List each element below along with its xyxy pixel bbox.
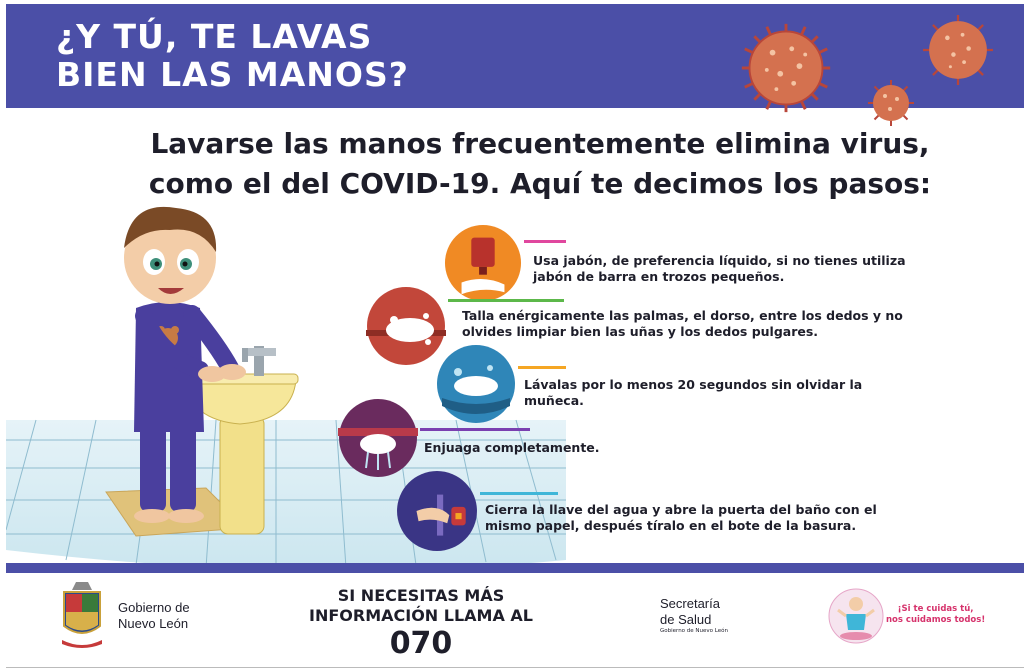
- step-2-line1: Talla enérgicamente las palmas, el dorso, entre los dedos y no: [462, 308, 903, 323]
- step-1-text: [533, 253, 906, 285]
- kid-washing-hands-illustration: [100, 196, 310, 536]
- headline: [140, 124, 940, 204]
- step-5-accent-line: [480, 492, 558, 495]
- headline-line2: como el del COVID-19. Aquí te decimos los pasos:: [148, 167, 932, 200]
- step-2-line2: olvides limpiar bien las uñas y los dedos pulgares.: [462, 324, 819, 339]
- footer-divider: [6, 563, 1024, 573]
- slogan-line1: ¡Si te cuidas tú,: [897, 604, 974, 614]
- header-title-line1: ¿Y TÚ, TE LAVAS: [56, 17, 373, 56]
- headline-line1: Lavarse las manos frecuentemente elimina virus,: [150, 127, 930, 160]
- virus-large-icon: [738, 20, 834, 116]
- secretaria-salud-subtitle: Gobierno de Nuevo León: [660, 628, 728, 634]
- ss-line1: Secretaría: [660, 596, 720, 611]
- header-title-line2: BIEN LAS MANOS?: [56, 55, 409, 94]
- step-3-line2: muñeca.: [524, 393, 584, 408]
- gobierno-nuevo-leon-label: [118, 600, 190, 632]
- gov-line1: Gobierno de: [118, 600, 190, 615]
- step-1-line2: jabón de barra en trozos pequeños.: [533, 269, 785, 284]
- campaign-mascot-icon: [828, 588, 884, 644]
- step-4-text: [424, 440, 600, 456]
- step-3-accent-line: [518, 366, 566, 369]
- info-call-block: [286, 586, 556, 662]
- step-1-accent-line: [524, 240, 566, 243]
- step-5-line2: mismo papel, después tíralo en el bote de la basura.: [485, 518, 857, 533]
- step-5-line1: Cierra la llave del agua y abre la puerta del baño con el: [485, 502, 877, 517]
- step-4-line1: Enjuaga completamente.: [424, 440, 600, 455]
- step-3-text: [524, 377, 862, 409]
- ss-line2: de Salud: [660, 612, 712, 627]
- step-5-text: [485, 502, 877, 534]
- scrub-hands-icon: [366, 286, 446, 366]
- info-line2: INFORMACIÓN LLAMA AL: [309, 606, 533, 625]
- step-3-line1: Lávalas por lo menos 20 segundos sin olvidar la: [524, 377, 863, 392]
- step-2-text: [462, 308, 903, 340]
- info-phone-number: 070: [389, 626, 453, 661]
- slogan-text: [886, 604, 985, 626]
- slogan-line2: nos cuidamos todos!: [886, 615, 986, 625]
- step-4-accent-line: [420, 428, 530, 431]
- nuevo-leon-coat-of-arms-icon: [58, 580, 106, 652]
- wash-wrist-icon: [436, 344, 516, 424]
- close-faucet-icon: [396, 470, 478, 552]
- virus-medium-icon: [920, 12, 996, 88]
- step-2-accent-line: [448, 299, 564, 302]
- gov-line2: Nuevo León: [118, 616, 189, 631]
- soap-dispenser-icon: [444, 224, 522, 302]
- rinse-hands-icon: [338, 398, 418, 478]
- secretaria-salud-label: [660, 596, 720, 628]
- virus-small-icon: [866, 78, 916, 128]
- header-title: [56, 18, 409, 94]
- step-1-line1: Usa jabón, de preferencia líquido, si no tienes utiliza: [533, 253, 906, 268]
- info-line1: SI NECESITAS MÁS: [337, 586, 505, 605]
